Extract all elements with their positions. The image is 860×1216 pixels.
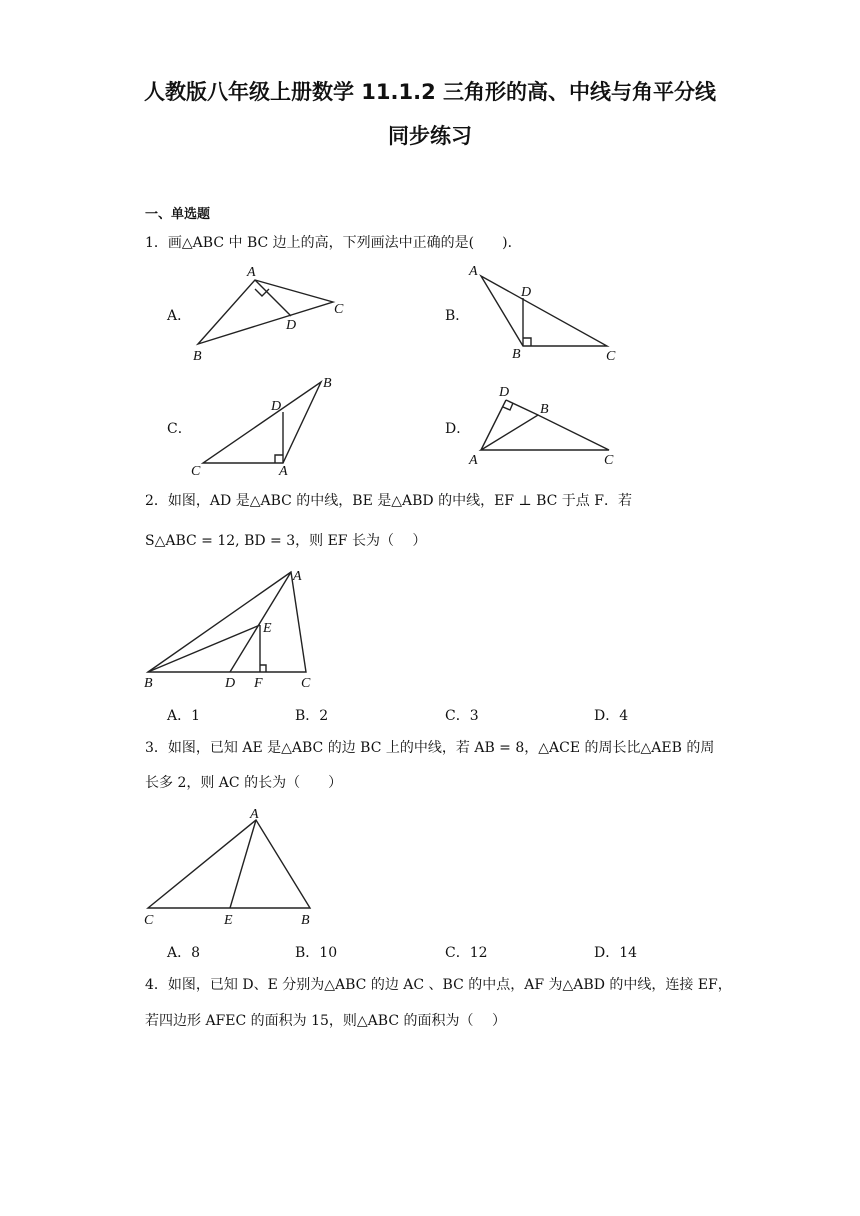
q1-option-d-label: D．	[445, 421, 471, 437]
label-c: C	[144, 913, 154, 928]
q3-stem-line2: 长多 2，则 AC 的长为（ ）	[145, 775, 343, 791]
q1-option-b-label: B．	[445, 308, 470, 324]
q2-option-b: B．2	[295, 708, 329, 724]
segment-ae	[230, 820, 256, 908]
q1-figure-b	[465, 262, 630, 367]
q2-figure	[140, 562, 330, 692]
q3-option-d: D．14	[594, 945, 638, 961]
label-a: A	[250, 807, 259, 822]
label-d: D	[286, 318, 297, 333]
label-b: B	[144, 676, 153, 691]
q2-option-a: A．1	[167, 708, 201, 724]
right-angle-mark	[523, 338, 531, 346]
label-a: A	[469, 264, 478, 279]
label-b: B	[301, 913, 310, 928]
q1-figure-c	[185, 372, 345, 477]
triangle-abc	[203, 382, 321, 463]
label-a: A	[247, 265, 256, 280]
q3-option-c: C．12	[445, 945, 488, 961]
label-d: D	[521, 285, 532, 300]
label-c: C	[191, 464, 201, 477]
label-a: A	[279, 464, 288, 477]
q4-stem-line2: 若四边形 AFEC 的面积为 15，则△ABC 的面积为（ ）	[145, 1013, 506, 1029]
label-b: B	[323, 376, 332, 391]
label-c: C	[606, 349, 616, 364]
q4-stem-line1: 4．如图，已知 D、E 分别为△ABC 的边 AC 、BC 的中点，AF 为△ABD 的中线，连接 EF，	[145, 977, 732, 993]
document-title-line2: 同步练习	[388, 124, 472, 148]
label-a: A	[469, 453, 478, 468]
q3-option-b: B．10	[295, 945, 338, 961]
label-e: E	[263, 621, 272, 636]
right-angle-mark	[260, 665, 266, 672]
q3-figure	[140, 802, 330, 932]
triangle-abc	[481, 415, 609, 450]
q1-option-c-label: C．	[167, 421, 192, 437]
label-d: D	[225, 676, 236, 691]
document-title-line1: 人教版八年级上册数学 11.1.2 三角形的高、中线与角平分线	[143, 80, 717, 104]
label-a: A	[293, 569, 302, 584]
q1-figure-d	[465, 380, 630, 470]
label-d: D	[499, 385, 510, 400]
right-angle-mark	[275, 455, 283, 463]
q1-figure-a	[185, 262, 360, 367]
q2-stem-line1: 2．如图，AD 是△ABC 的中线，BE 是△ABD 的中线，EF ⊥ BC 于点 F．若	[145, 493, 632, 509]
label-d: D	[271, 399, 282, 414]
label-f: F	[254, 676, 263, 691]
q3-option-a: A．8	[167, 945, 201, 961]
triangle-abc	[481, 276, 607, 346]
label-c: C	[334, 302, 344, 317]
section-heading: 一、单选题	[145, 207, 211, 222]
q1-option-a-label: A．	[167, 308, 192, 324]
label-b: B	[512, 347, 521, 362]
q3-stem-line1: 3．如图，已知 AE 是△ABC 的边 BC 上的中线，若 AB = 8，△ACE 的周长比△AEB 的周	[145, 740, 715, 756]
label-b: B	[540, 402, 549, 417]
label-c: C	[301, 676, 311, 691]
triangle-abc	[148, 820, 310, 908]
label-e: E	[224, 913, 233, 928]
q2-option-c: C．3	[445, 708, 479, 724]
label-c: C	[604, 453, 614, 468]
q2-stem-line2: S△ABC = 12, BD = 3，则 EF 长为（ ）	[145, 533, 427, 549]
label-b: B	[193, 349, 202, 364]
q2-option-d: D．4	[594, 708, 629, 724]
q1-stem: 1．画△ABC 中 BC 边上的高，下列画法中正确的是( )．	[145, 235, 522, 251]
